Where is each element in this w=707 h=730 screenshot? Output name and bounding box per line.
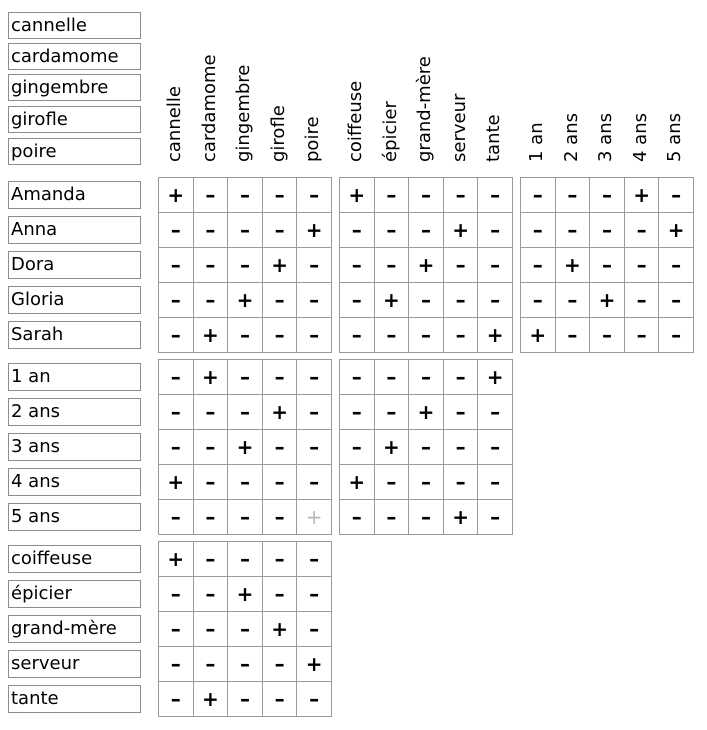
row-label-anna: Anna	[8, 216, 141, 244]
grid-cell-no[interactable]: –	[340, 248, 375, 283]
grid-cell-no[interactable]: –	[297, 395, 332, 430]
grid-cell-no[interactable]: –	[228, 465, 263, 500]
row-label-tante: tante	[8, 685, 141, 713]
grid-cell-no[interactable]: –	[262, 542, 297, 577]
row-label-grand-mere: grand-mère	[8, 615, 141, 643]
grid-cell-yes[interactable]: +	[159, 178, 194, 213]
grid-block-1-0	[158, 359, 332, 535]
grid-cell-no[interactable]: –	[521, 178, 556, 213]
grid-cell-no[interactable]: –	[297, 577, 332, 612]
grid-cell-yes[interactable]: +	[555, 248, 590, 283]
grid-row	[159, 577, 332, 612]
grid-cell-no[interactable]: –	[297, 682, 332, 717]
grid-cell-no[interactable]: –	[262, 577, 297, 612]
grid-cell-no[interactable]: –	[590, 318, 625, 353]
grid-cell-no[interactable]: –	[340, 395, 375, 430]
grid-block-0-1	[339, 177, 513, 353]
grid-cell-no[interactable]: –	[590, 178, 625, 213]
grid-cell-no[interactable]: –	[555, 213, 590, 248]
grid-row	[340, 395, 513, 430]
column-header-serveur: serveur	[448, 93, 470, 162]
grid-cell-no[interactable]: –	[521, 283, 556, 318]
grid-cell-no[interactable]: –	[193, 577, 228, 612]
grid-cell-no[interactable]: –	[340, 360, 375, 395]
row-label-3-ans: 3 ans	[8, 433, 141, 461]
grid-cell-yes[interactable]: +	[228, 430, 263, 465]
grid-cell-yes[interactable]: +	[624, 178, 659, 213]
grid-cell-yes[interactable]: +	[340, 465, 375, 500]
grid-cell-yes[interactable]: +	[297, 500, 332, 535]
grid-row	[159, 178, 332, 213]
grid-cell-no[interactable]: –	[409, 213, 444, 248]
grid-row	[521, 213, 694, 248]
row-label-1-an: 1 an	[8, 363, 141, 391]
grid-cell-no[interactable]: –	[228, 395, 263, 430]
grid-cell-yes[interactable]: +	[521, 318, 556, 353]
grid-cell-no[interactable]: –	[409, 178, 444, 213]
grid-cell-yes[interactable]: +	[193, 682, 228, 717]
row-label-epicier: épicier	[8, 580, 141, 608]
grid-cell-no[interactable]: –	[374, 248, 409, 283]
grid-cell-no[interactable]: –	[659, 178, 694, 213]
grid-cell-no[interactable]: –	[262, 360, 297, 395]
grid-cell-no[interactable]: –	[374, 360, 409, 395]
grid-cell-yes[interactable]: +	[478, 360, 513, 395]
grid-cell-no[interactable]: –	[228, 682, 263, 717]
row-label-sarah: Sarah	[8, 321, 141, 349]
grid-cell-yes[interactable]: +	[374, 430, 409, 465]
grid-cell-no[interactable]: –	[555, 178, 590, 213]
grid-row	[340, 248, 513, 283]
grid-cell-no[interactable]: –	[590, 213, 625, 248]
grid-cell-no[interactable]: –	[521, 213, 556, 248]
grid-cell-no[interactable]: –	[159, 248, 194, 283]
row-label-amanda: Amanda	[8, 181, 141, 209]
grid-cell-no[interactable]: –	[443, 360, 478, 395]
category-label-girofle: girofle	[8, 106, 141, 133]
grid-cell-yes[interactable]: +	[159, 542, 194, 577]
category-label-cardamome: cardamome	[8, 43, 141, 70]
grid-cell-no[interactable]: –	[297, 283, 332, 318]
grid-cell-no[interactable]: –	[228, 213, 263, 248]
column-header-cannelle: cannelle	[164, 86, 185, 162]
grid-cell-yes[interactable]: +	[159, 465, 194, 500]
grid-cell-no[interactable]: –	[193, 542, 228, 577]
grid-cell-no[interactable]: –	[262, 500, 297, 535]
column-header-2-ans: 2 ans	[560, 113, 582, 162]
grid-cell-no[interactable]: –	[159, 213, 194, 248]
grid-cell-no[interactable]: –	[228, 612, 263, 647]
grid-cell-no[interactable]: –	[624, 318, 659, 353]
grid-cell-yes[interactable]: +	[297, 213, 332, 248]
grid-row	[340, 360, 513, 395]
grid-row	[521, 178, 694, 213]
grid-row	[159, 360, 332, 395]
grid-cell-no[interactable]: –	[228, 360, 263, 395]
column-header-cardamome: cardamome	[198, 54, 220, 162]
grid-cell-no[interactable]: –	[521, 248, 556, 283]
grid-cell-no[interactable]: –	[262, 465, 297, 500]
grid-row	[159, 500, 332, 535]
grid-cell-no[interactable]: –	[478, 248, 513, 283]
grid-row	[159, 465, 332, 500]
grid-block-2-0	[158, 541, 332, 717]
column-header-5-ans: 5 ans	[664, 113, 686, 162]
grid-row	[340, 318, 513, 353]
grid-cell-no[interactable]: –	[555, 318, 590, 353]
column-header-gingembre: gingembre	[233, 64, 255, 162]
grid-row	[159, 395, 332, 430]
grid-cell-no[interactable]: –	[297, 178, 332, 213]
column-header-3-ans: 3 ans	[595, 113, 617, 162]
row-label-4-ans: 4 ans	[8, 468, 141, 496]
grid-cell-yes[interactable]: +	[262, 248, 297, 283]
grid-cell-no[interactable]: –	[193, 465, 228, 500]
grid-cell-no[interactable]: –	[478, 395, 513, 430]
grid-row	[340, 283, 513, 318]
grid-cell-no[interactable]: –	[659, 318, 694, 353]
grid-row	[340, 213, 513, 248]
grid-cell-no[interactable]: –	[193, 612, 228, 647]
grid-cell-no[interactable]: –	[297, 612, 332, 647]
grid-cell-no[interactable]: –	[193, 213, 228, 248]
column-header-epicier: épicier	[379, 101, 401, 162]
grid-row	[159, 248, 332, 283]
grid-cell-no[interactable]: –	[374, 500, 409, 535]
grid-block-1-1	[339, 359, 513, 535]
grid-cell-no[interactable]: –	[262, 178, 297, 213]
grid-cell-no[interactable]: –	[262, 647, 297, 682]
grid-row	[159, 430, 332, 465]
grid-cell-no[interactable]: –	[443, 178, 478, 213]
column-header-girofle: girofle	[267, 105, 289, 162]
grid-cell-no[interactable]: –	[478, 213, 513, 248]
grid-cell-no[interactable]: –	[159, 647, 194, 682]
grid-row	[340, 178, 513, 213]
grid-cell-no[interactable]: –	[374, 465, 409, 500]
grid-cell-no[interactable]: –	[443, 465, 478, 500]
grid-cell-no[interactable]: –	[374, 213, 409, 248]
grid-cell-no[interactable]: –	[443, 318, 478, 353]
grid-cell-yes[interactable]: +	[262, 612, 297, 647]
grid-cell-no[interactable]: –	[297, 465, 332, 500]
grid-cell-no[interactable]: –	[340, 500, 375, 535]
grid-cell-no[interactable]: –	[659, 248, 694, 283]
grid-cell-yes[interactable]: +	[262, 395, 297, 430]
grid-cell-no[interactable]: –	[228, 248, 263, 283]
grid-row	[340, 465, 513, 500]
grid-cell-no[interactable]: –	[159, 395, 194, 430]
grid-cell-yes[interactable]: +	[193, 360, 228, 395]
row-label-5-ans: 5 ans	[8, 503, 141, 531]
grid-row	[159, 612, 332, 647]
grid-cell-no[interactable]: –	[443, 248, 478, 283]
grid-row	[340, 430, 513, 465]
grid-cell-no[interactable]: –	[297, 542, 332, 577]
grid-cell-no[interactable]: –	[262, 213, 297, 248]
row-label-gloria: Gloria	[8, 286, 141, 314]
grid-cell-no[interactable]: –	[374, 395, 409, 430]
grid-row	[159, 318, 332, 353]
column-header-grand-mere: grand-mère	[414, 56, 436, 162]
grid-cell-no[interactable]: –	[262, 318, 297, 353]
grid-cell-no[interactable]: –	[409, 360, 444, 395]
category-label-gingembre: gingembre	[8, 74, 141, 101]
grid-cell-yes[interactable]: +	[409, 248, 444, 283]
row-label-2-ans: 2 ans	[8, 398, 141, 426]
column-header-poire: poire	[302, 116, 324, 162]
grid-cell-no[interactable]: –	[624, 283, 659, 318]
column-header-4-ans: 4 ans	[629, 113, 651, 162]
grid-row	[521, 318, 694, 353]
grid-cell-no[interactable]: –	[159, 360, 194, 395]
grid-cell-no[interactable]: –	[262, 430, 297, 465]
grid-cell-no[interactable]: –	[297, 360, 332, 395]
grid-cell-no[interactable]: –	[478, 465, 513, 500]
grid-block-0-0	[158, 177, 332, 353]
category-label-poire: poire	[8, 138, 141, 165]
grid-cell-yes[interactable]: +	[193, 318, 228, 353]
grid-cell-no[interactable]: –	[374, 178, 409, 213]
category-label-cannelle: cannelle	[8, 12, 141, 39]
grid-cell-yes[interactable]: +	[443, 213, 478, 248]
grid-cell-yes[interactable]: +	[478, 318, 513, 353]
grid-row	[159, 283, 332, 318]
grid-cell-yes[interactable]: +	[443, 500, 478, 535]
grid-cell-no[interactable]: –	[297, 318, 332, 353]
grid-cell-no[interactable]: –	[159, 577, 194, 612]
grid-cell-no[interactable]: –	[262, 682, 297, 717]
grid-block-0-2	[520, 177, 694, 353]
grid-cell-no[interactable]: –	[159, 500, 194, 535]
grid-cell-no[interactable]: –	[340, 283, 375, 318]
grid-cell-yes[interactable]: +	[228, 577, 263, 612]
grid-cell-no[interactable]: –	[228, 178, 263, 213]
grid-cell-no[interactable]: –	[409, 283, 444, 318]
grid-cell-no[interactable]: –	[228, 542, 263, 577]
grid-cell-no[interactable]: –	[193, 430, 228, 465]
grid-cell-yes[interactable]: +	[374, 283, 409, 318]
grid-cell-no[interactable]: –	[555, 283, 590, 318]
grid-cell-no[interactable]: –	[193, 395, 228, 430]
grid-cell-no[interactable]: –	[478, 430, 513, 465]
grid-cell-yes[interactable]: +	[590, 283, 625, 318]
grid-cell-yes[interactable]: +	[297, 647, 332, 682]
grid-cell-no[interactable]: –	[443, 395, 478, 430]
grid-cell-yes[interactable]: +	[659, 213, 694, 248]
row-label-coiffeuse: coiffeuse	[8, 545, 141, 573]
grid-cell-no[interactable]: –	[590, 248, 625, 283]
grid-cell-no[interactable]: –	[478, 178, 513, 213]
grid-cell-no[interactable]: –	[228, 500, 263, 535]
grid-cell-no[interactable]: –	[340, 318, 375, 353]
grid-cell-no[interactable]: –	[340, 213, 375, 248]
grid-cell-no[interactable]: –	[159, 283, 194, 318]
grid-cell-no[interactable]: –	[297, 248, 332, 283]
grid-cell-no[interactable]: –	[193, 500, 228, 535]
grid-cell-no[interactable]: –	[193, 178, 228, 213]
grid-cell-no[interactable]: –	[262, 283, 297, 318]
grid-cell-no[interactable]: –	[624, 248, 659, 283]
grid-row	[340, 500, 513, 535]
grid-cell-no[interactable]: –	[297, 430, 332, 465]
grid-cell-yes[interactable]: +	[340, 178, 375, 213]
column-header-coiffeuse: coiffeuse	[345, 80, 366, 162]
grid-row	[521, 248, 694, 283]
grid-cell-no[interactable]: –	[624, 213, 659, 248]
grid-cell-no[interactable]: –	[443, 283, 478, 318]
grid-row	[159, 647, 332, 682]
grid-row	[159, 542, 332, 577]
grid-cell-no[interactable]: –	[409, 318, 444, 353]
grid-cell-yes[interactable]: +	[228, 283, 263, 318]
grid-row	[159, 682, 332, 717]
grid-cell-no[interactable]: –	[159, 430, 194, 465]
grid-cell-no[interactable]: –	[374, 318, 409, 353]
grid-cell-no[interactable]: –	[478, 283, 513, 318]
grid-cell-no[interactable]: –	[228, 647, 263, 682]
grid-cell-no[interactable]: –	[409, 465, 444, 500]
grid-cell-no[interactable]: –	[340, 430, 375, 465]
grid-cell-no[interactable]: –	[443, 430, 478, 465]
grid-cell-no[interactable]: –	[659, 283, 694, 318]
grid-cell-no[interactable]: –	[409, 500, 444, 535]
grid-row	[159, 213, 332, 248]
column-header-1-an: 1 an	[526, 122, 547, 162]
grid-cell-no[interactable]: –	[159, 612, 194, 647]
grid-cell-yes[interactable]: +	[409, 395, 444, 430]
grid-cell-no[interactable]: –	[409, 430, 444, 465]
grid-cell-no[interactable]: –	[193, 248, 228, 283]
grid-cell-no[interactable]: –	[228, 318, 263, 353]
grid-cell-no[interactable]: –	[159, 318, 194, 353]
row-label-serveur: serveur	[8, 650, 141, 678]
row-label-dora: Dora	[8, 251, 141, 279]
grid-cell-no[interactable]: –	[478, 500, 513, 535]
column-header-tante: tante	[483, 114, 505, 162]
grid-cell-no[interactable]: –	[193, 283, 228, 318]
grid-row	[521, 283, 694, 318]
grid-cell-no[interactable]: –	[193, 647, 228, 682]
grid-cell-no[interactable]: –	[159, 682, 194, 717]
